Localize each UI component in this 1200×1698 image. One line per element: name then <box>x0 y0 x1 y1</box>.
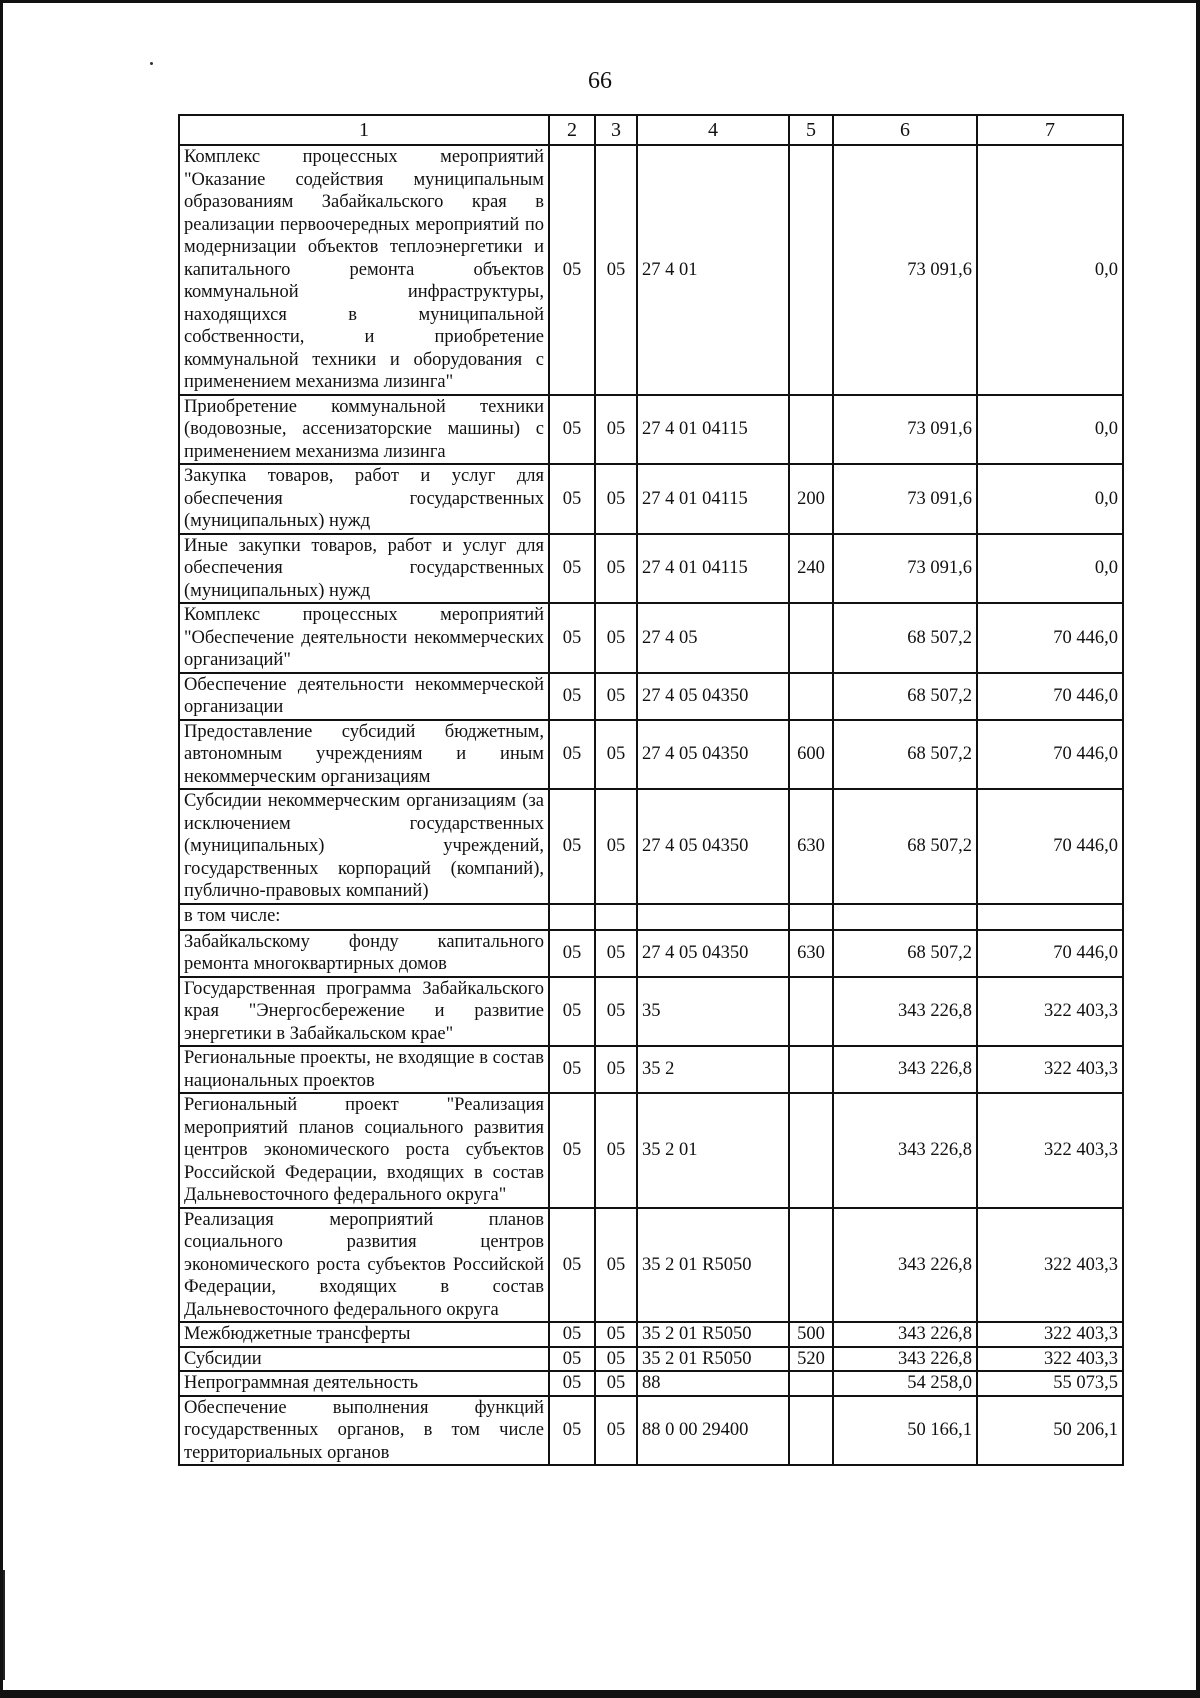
row-subsection: 05 <box>595 464 637 534</box>
header-col-6: 6 <box>833 115 977 145</box>
table-row <box>179 1093 1123 1208</box>
row-expense-type: 200 <box>789 464 833 534</box>
row-expense-type: 630 <box>789 789 833 904</box>
row-amount-year-1 <box>833 904 977 930</box>
row-amount-year-2: 70 446,0 <box>977 789 1123 904</box>
row-amount-year-2: 0,0 <box>977 464 1123 534</box>
row-amount-year-1: 73 091,6 <box>833 464 977 534</box>
row-target-code: 35 2 01 <box>637 1093 789 1208</box>
row-amount-year-2: 70 446,0 <box>977 720 1123 790</box>
table-row <box>179 789 1123 904</box>
row-description: Комплекс процессных мероприятий "Оказание содействия муниципальным образованиям Забайкальского края в реализации первоочередных мероприятий по модернизации объектов теплоэнергетики и капитального ремонта объектов коммунальной инфраструктуры, находящихся в муниципальной собственности, и приобретение коммунальной техники и оборудования с применением механизма лизинга" <box>179 145 549 395</box>
header-col-3: 3 <box>595 115 637 145</box>
row-expense-type <box>789 1396 833 1466</box>
row-amount-year-2: 50 206,1 <box>977 1396 1123 1466</box>
row-target-code: 27 4 01 04115 <box>637 464 789 534</box>
scan-border-bottom <box>0 1690 1200 1698</box>
row-subsection: 05 <box>595 1208 637 1323</box>
row-section: 05 <box>549 789 595 904</box>
header-col-4: 4 <box>637 115 789 145</box>
row-target-code: 35 <box>637 977 789 1047</box>
row-description: Обеспечение выполнения функций государственных органов, в том числе территориальных органов <box>179 1396 549 1466</box>
row-amount-year-2: 322 403,3 <box>977 1322 1123 1347</box>
row-amount-year-2: 322 403,3 <box>977 1046 1123 1093</box>
row-description: Закупка товаров, работ и услуг для обеспечения государственных (муниципальных) нужд <box>179 464 549 534</box>
table-row <box>179 930 1123 977</box>
row-amount-year-1: 73 091,6 <box>833 145 977 395</box>
scan-border-top <box>0 0 1200 3</box>
table-row <box>179 395 1123 465</box>
row-section: 05 <box>549 1371 595 1396</box>
header-col-7: 7 <box>977 115 1123 145</box>
row-subsection: 05 <box>595 977 637 1047</box>
row-amount-year-2: 322 403,3 <box>977 1093 1123 1208</box>
table-row <box>179 1396 1123 1466</box>
row-description: Приобретение коммунальной техники (водовозные, ассенизаторские машины) с применением механизма лизинга <box>179 395 549 465</box>
scan-border-right <box>1196 0 1200 1698</box>
row-subsection: 05 <box>595 1347 637 1372</box>
row-description: Государственная программа Забайкальского края "Энергосбережение и развитие энергетики в Забайкальском крае" <box>179 977 549 1047</box>
scan-speck <box>150 62 153 65</box>
row-amount-year-2: 0,0 <box>977 145 1123 395</box>
row-amount-year-2 <box>977 904 1123 930</box>
row-target-code: 27 4 05 <box>637 603 789 673</box>
row-description: Субсидии некоммерческим организациям (за исключением государственных (муниципальных) учреждений, государственных корпораций (компаний), публично-правовых компаний) <box>179 789 549 904</box>
row-amount-year-1: 50 166,1 <box>833 1396 977 1466</box>
row-amount-year-1: 343 226,8 <box>833 1347 977 1372</box>
row-description: Реализация мероприятий планов социального развития центров экономического роста субъектов Российской Федерации, входящих в состав Дальневосточного федерального округа <box>179 1208 549 1323</box>
row-amount-year-2: 70 446,0 <box>977 673 1123 720</box>
row-amount-year-2: 0,0 <box>977 534 1123 604</box>
row-amount-year-2: 55 073,5 <box>977 1371 1123 1396</box>
row-target-code: 27 4 01 04115 <box>637 395 789 465</box>
row-section: 05 <box>549 1093 595 1208</box>
row-amount-year-1: 73 091,6 <box>833 534 977 604</box>
row-expense-type <box>789 145 833 395</box>
row-description: в том числе: <box>179 904 549 930</box>
row-expense-type <box>789 977 833 1047</box>
row-amount-year-1: 343 226,8 <box>833 1322 977 1347</box>
row-subsection: 05 <box>595 673 637 720</box>
scan-margin-mark <box>3 1570 5 1680</box>
page-number: 66 <box>588 68 612 94</box>
header-col-1: 1 <box>179 115 549 145</box>
row-section: 05 <box>549 464 595 534</box>
row-amount-year-1: 343 226,8 <box>833 977 977 1047</box>
table-row <box>179 1371 1123 1396</box>
table-row <box>179 720 1123 790</box>
row-expense-type: 240 <box>789 534 833 604</box>
row-description: Предоставление субсидий бюджетным, автономным учреждениям и иным некоммерческим организациям <box>179 720 549 790</box>
row-subsection: 05 <box>595 145 637 395</box>
table-body <box>179 145 1123 1465</box>
table-row <box>179 1322 1123 1347</box>
table-row <box>179 603 1123 673</box>
row-target-code: 27 4 01 04115 <box>637 534 789 604</box>
row-target-code: 35 2 <box>637 1046 789 1093</box>
row-description: Региональный проект "Реализация мероприятий планов социального развития центров экономического роста субъектов Российской Федерации, входящих в состав Дальневосточного федерального округа" <box>179 1093 549 1208</box>
row-target-code: 27 4 05 04350 <box>637 720 789 790</box>
row-section: 05 <box>549 395 595 465</box>
table-row <box>179 673 1123 720</box>
row-section: 05 <box>549 1322 595 1347</box>
row-amount-year-2: 0,0 <box>977 395 1123 465</box>
row-subsection: 05 <box>595 930 637 977</box>
table-row <box>179 464 1123 534</box>
row-subsection: 05 <box>595 1046 637 1093</box>
row-section: 05 <box>549 603 595 673</box>
row-description: Межбюджетные трансферты <box>179 1322 549 1347</box>
row-subsection: 05 <box>595 1371 637 1396</box>
row-subsection: 05 <box>595 534 637 604</box>
row-amount-year-1: 68 507,2 <box>833 603 977 673</box>
header-col-5: 5 <box>789 115 833 145</box>
row-target-code: 27 4 05 04350 <box>637 930 789 977</box>
row-section: 05 <box>549 673 595 720</box>
table-row <box>179 534 1123 604</box>
row-expense-type <box>789 1371 833 1396</box>
row-section: 05 <box>549 977 595 1047</box>
row-subsection: 05 <box>595 395 637 465</box>
row-amount-year-1: 54 258,0 <box>833 1371 977 1396</box>
table-row <box>179 1347 1123 1372</box>
row-subsection: 05 <box>595 1322 637 1347</box>
row-section: 05 <box>549 1396 595 1466</box>
row-subsection <box>595 904 637 930</box>
row-description: Иные закупки товаров, работ и услуг для обеспечения государственных (муниципальных) нужд <box>179 534 549 604</box>
row-expense-type <box>789 1046 833 1093</box>
scan-border-left <box>0 0 3 1698</box>
row-description: Обеспечение деятельности некоммерческой организации <box>179 673 549 720</box>
row-expense-type <box>789 904 833 930</box>
row-target-code: 27 4 05 04350 <box>637 673 789 720</box>
row-section: 05 <box>549 1046 595 1093</box>
row-amount-year-2: 322 403,3 <box>977 1347 1123 1372</box>
row-target-code: 27 4 01 <box>637 145 789 395</box>
row-amount-year-1: 68 507,2 <box>833 673 977 720</box>
row-target-code <box>637 904 789 930</box>
row-amount-year-1: 343 226,8 <box>833 1046 977 1093</box>
table-row <box>179 1208 1123 1323</box>
table-row <box>179 904 1123 930</box>
row-subsection: 05 <box>595 603 637 673</box>
row-description: Комплекс процессных мероприятий "Обеспечение деятельности некоммерческих организаций" <box>179 603 549 673</box>
row-target-code: 27 4 05 04350 <box>637 789 789 904</box>
row-subsection: 05 <box>595 1396 637 1466</box>
table-row <box>179 1046 1123 1093</box>
row-section: 05 <box>549 1208 595 1323</box>
row-section: 05 <box>549 720 595 790</box>
row-amount-year-1: 68 507,2 <box>833 789 977 904</box>
row-description: Забайкальскому фонду капитального ремонта многоквартирных домов <box>179 930 549 977</box>
row-expense-type: 600 <box>789 720 833 790</box>
row-section: 05 <box>549 1347 595 1372</box>
row-description: Непрограммная деятельность <box>179 1371 549 1396</box>
row-subsection: 05 <box>595 1093 637 1208</box>
row-amount-year-2: 70 446,0 <box>977 930 1123 977</box>
row-section: 05 <box>549 145 595 395</box>
row-expense-type <box>789 673 833 720</box>
row-target-code: 35 2 01 R5050 <box>637 1208 789 1323</box>
row-target-code: 88 <box>637 1371 789 1396</box>
table-row <box>179 145 1123 395</box>
row-expense-type: 500 <box>789 1322 833 1347</box>
row-expense-type: 520 <box>789 1347 833 1372</box>
row-amount-year-2: 322 403,3 <box>977 1208 1123 1323</box>
row-amount-year-1: 68 507,2 <box>833 720 977 790</box>
row-target-code: 88 0 00 29400 <box>637 1396 789 1466</box>
row-amount-year-2: 322 403,3 <box>977 977 1123 1047</box>
row-subsection: 05 <box>595 789 637 904</box>
table-header-row <box>179 115 1123 145</box>
row-amount-year-1: 343 226,8 <box>833 1093 977 1208</box>
row-amount-year-1: 68 507,2 <box>833 930 977 977</box>
row-section: 05 <box>549 930 595 977</box>
row-expense-type <box>789 1208 833 1323</box>
row-section <box>549 904 595 930</box>
row-expense-type <box>789 395 833 465</box>
row-description: Субсидии <box>179 1347 549 1372</box>
row-subsection: 05 <box>595 720 637 790</box>
row-expense-type <box>789 1093 833 1208</box>
row-amount-year-1: 343 226,8 <box>833 1208 977 1323</box>
row-amount-year-2: 70 446,0 <box>977 603 1123 673</box>
budget-table <box>178 114 1124 1466</box>
row-amount-year-1: 73 091,6 <box>833 395 977 465</box>
table-row <box>179 977 1123 1047</box>
row-target-code: 35 2 01 R5050 <box>637 1322 789 1347</box>
row-expense-type <box>789 603 833 673</box>
header-col-2: 2 <box>549 115 595 145</box>
row-target-code: 35 2 01 R5050 <box>637 1347 789 1372</box>
row-section: 05 <box>549 534 595 604</box>
row-description: Региональные проекты, не входящие в состав национальных проектов <box>179 1046 549 1093</box>
row-expense-type: 630 <box>789 930 833 977</box>
